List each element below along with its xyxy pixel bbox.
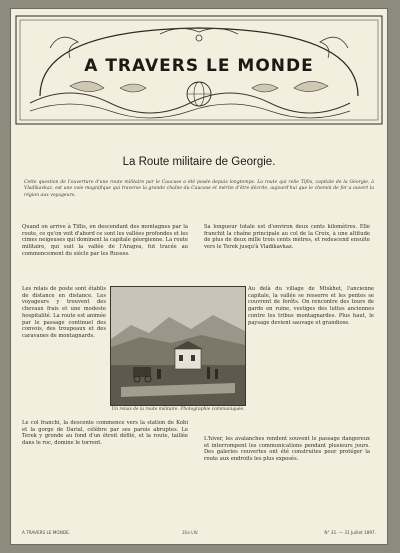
article-title: La Route militaire de Georgie. bbox=[122, 156, 276, 168]
magazine-title: A TRAVERS LE MONDE bbox=[84, 56, 314, 76]
footer-left: A TRAVERS LE MONDE. bbox=[22, 530, 71, 535]
footer-center: 31e LIV. bbox=[182, 530, 199, 535]
article-photo bbox=[110, 286, 246, 406]
column-left-bottom bbox=[22, 420, 188, 449]
paragraph: Quand on arrive à Tiflis, en descendant des montagnes par la route, ce qu'on voit d'abord ce sont les vallées profondes et les cimes neigeuses qui dominent la capitale géorgienne. La route militaire, qui suit la vallée de l'Aragva, fut tracée au commencement du siècle par les Russes. bbox=[22, 224, 188, 257]
wrapped-text-right: Au delà du village de Mtskhet, l'ancienne capitale, la vallée se resserre et les pentes se couvrent de forêts. On rencontre des tours de garde en ruine, vestiges des luttes anciennes contre les tribus montagnardes. Plus haut, le paysage devient sauvage et grandiose. bbox=[248, 286, 374, 326]
paragraph: L'hiver, les avalanches rendent souvent le passage dangereux et interrompent les communications pendant plusieurs jours. Des galeries couvertes ont été construites pour protéger la route aux endroits les plus exposés. bbox=[204, 436, 370, 463]
column-left-top bbox=[22, 224, 188, 260]
magazine-page bbox=[10, 8, 388, 545]
wrapped-text-left: Les relais de poste sont établis de distance en distance. Les voyageurs y trouvent des chevaux frais et une modeste hospitalité. La route est animée par le passage continuel des convois, des troupeaux et des caravanes de montagnards. bbox=[22, 286, 106, 339]
column-right-bottom bbox=[204, 436, 370, 465]
footer-right: N° 31. — 31 Juillet 1897. bbox=[324, 530, 376, 535]
header-banner bbox=[10, 8, 388, 130]
paragraph: Le col franchi, la descente commence vers la station de Kobi et la gorge de Darial, célèbre par ses parois abruptes. Le Terek y gronde au fond d'un étroit défilé, et la route, taillée dans le roc, domine le torrent. bbox=[22, 420, 188, 447]
photo-caption: Un relais de la route militaire. Photographie communiquée. bbox=[111, 407, 245, 412]
paragraph: Sa longueur totale est d'environ deux cents kilomètres. Elle franchit la chaîne principale au col de la Croix, à une altitude de plus de deux mille trois cents mètres, et redescend ensuite vers le Terek jusqu'à Vladikavkaz. bbox=[204, 224, 370, 251]
mountain-road-illustration bbox=[111, 287, 245, 405]
column-right-top bbox=[204, 224, 370, 253]
article-intro: Cette question de l'ouverture d'une route militaire par le Caucase a été posée depuis longtemps. La route qui relie Tiflis, capitale de la Géorgie, à Vladikavkaz, est une voie magnifique qui traverse la grande chaîne du Caucase et mérite d'être décrite, aujourd'hui que le chemin de fer a ouvert la région aux voyageurs. bbox=[24, 180, 374, 198]
